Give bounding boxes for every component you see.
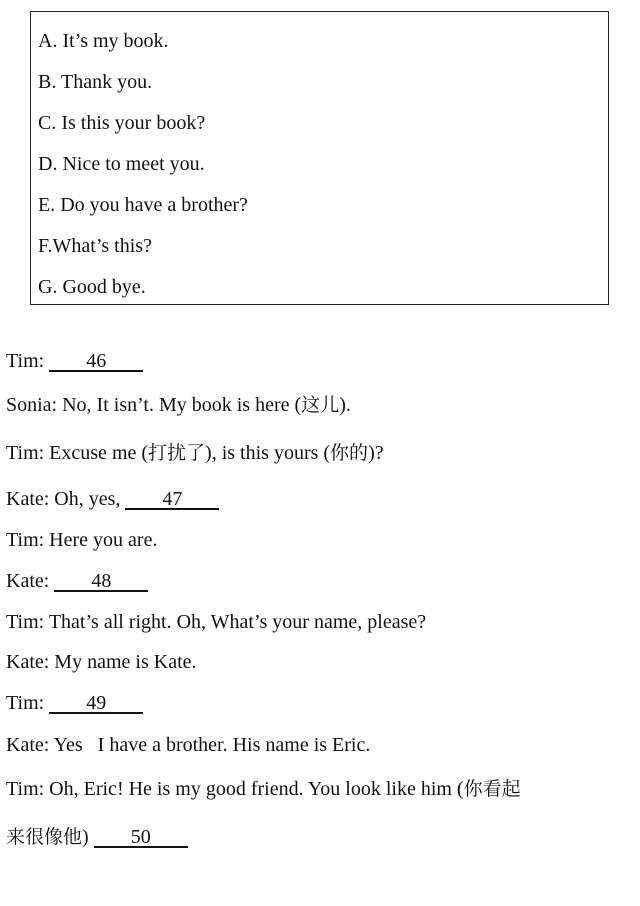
line-text: Tim: Excuse me ( <box>6 442 149 464</box>
blank-number: 46 <box>86 350 107 372</box>
dialogue-line-12 <box>6 824 188 850</box>
dialogue-line-4 <box>6 486 219 512</box>
option-f: F.What’s this? <box>38 235 152 257</box>
blank-47[interactable] <box>125 486 219 512</box>
dialogue-line-9 <box>6 690 143 716</box>
line-text: Kate: Oh, yes, <box>6 488 126 510</box>
blank-50[interactable] <box>94 824 188 850</box>
line-text: ) <box>82 826 94 848</box>
dialogue-line-6 <box>6 568 148 594</box>
blank-number: 50 <box>130 826 151 848</box>
blank-number: 49 <box>86 692 107 714</box>
line-text: )? <box>368 442 384 464</box>
blank-48[interactable] <box>54 568 148 594</box>
speaker-tim: Tim: <box>6 692 50 714</box>
line-text: Sonia: No, It isn’t. My book is here ( <box>6 394 302 416</box>
dialogue-line-10: Kate: Yes I have a brother. His name is Eric. <box>6 734 371 756</box>
option-c: C. Is this your book? <box>38 112 206 134</box>
dialogue-line-7: Tim: That’s all right. Oh, What’s your name, please? <box>6 611 427 633</box>
dialogue-line-5: Tim: Here you are. <box>6 529 158 551</box>
line-text: Tim: Oh, Eric! He is my good friend. You look like him ( <box>6 778 464 800</box>
line-text: ), is this yours ( <box>205 442 331 464</box>
dialogue-line-2 <box>6 392 351 418</box>
dialogue-line-8: Kate: My name is Kate. <box>6 651 197 673</box>
blank-49[interactable] <box>49 690 143 716</box>
line-text: ). <box>339 394 351 416</box>
blank-number: 48 <box>91 570 112 592</box>
option-d: D. Nice to meet you. <box>38 153 205 175</box>
dialogue-line-3 <box>6 440 384 466</box>
chinese-gloss: 你的 <box>330 442 369 464</box>
option-b: B. Thank you. <box>38 71 153 93</box>
chinese-gloss: 来很像他 <box>6 826 83 848</box>
speaker-tim: Tim: <box>6 350 50 372</box>
option-e: E. Do you have a brother? <box>38 194 248 216</box>
answer-options-box <box>30 11 609 305</box>
option-a: A. It’s my book. <box>38 30 169 52</box>
dialogue-line-1 <box>6 348 143 374</box>
blank-46[interactable] <box>49 348 143 374</box>
dialogue-line-11 <box>6 776 636 802</box>
chinese-gloss: 这儿 <box>301 394 340 416</box>
speaker-kate: Kate: <box>6 570 55 592</box>
chinese-gloss: 打扰了 <box>148 442 206 464</box>
option-g: G. Good bye. <box>38 276 146 298</box>
blank-number: 47 <box>162 488 183 510</box>
chinese-gloss: 你看起 <box>463 778 521 800</box>
